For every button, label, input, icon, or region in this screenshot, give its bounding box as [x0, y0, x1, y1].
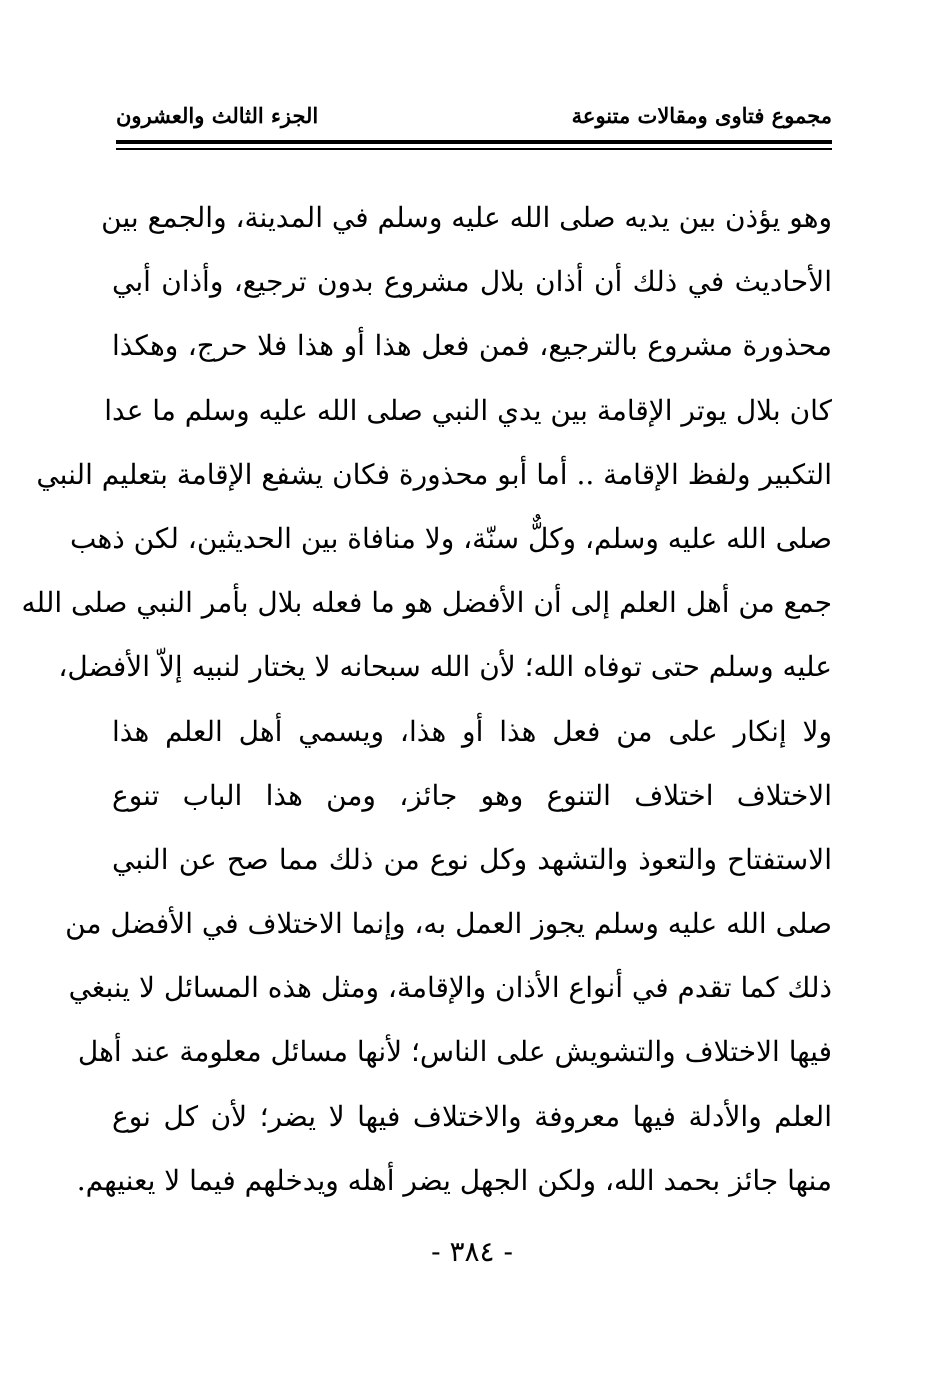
- text-line: وهو يؤذن بين يديه صلى الله عليه وسلم في المدينة، والجمع بين: [101, 201, 832, 234]
- header-book-title: مجموع فتاوى ومقالات متنوعة: [571, 103, 832, 128]
- body-text: [21, 186, 832, 1213]
- text-line: الاختلاف اختلاف التنوع وهو جائز، ومن هذا الباب تنوع: [112, 778, 832, 812]
- text-line: منها جائز بحمد الله، ولكن الجهل يضر أهله ويدخلهم فيما لا يعنيهم.: [76, 1163, 832, 1197]
- text-line: عليه وسلم حتى توفاه الله؛ لأن الله سبحانه لا يختار لنبيه إلاّ الأفضل،: [58, 650, 832, 684]
- header-rule-thin: [116, 148, 832, 150]
- running-header: [116, 98, 832, 134]
- text-line: فيها الاختلاف والتشويش على الناس؛ لأنها مسائل معلومة عند أهل: [77, 1035, 832, 1069]
- text-line: صلى الله عليه وسلم، وكلٌّ سنّة، ولا منافاة بين الحديثين، لكن ذهب: [69, 521, 832, 555]
- header-rule-thick: [116, 140, 832, 144]
- header-volume: الجزء الثالث والعشرون: [116, 103, 319, 128]
- text-line: ذلك كما تقدم في أنواع الأذان والإقامة، ومثل هذه المسائل لا ينبغي: [68, 971, 832, 1005]
- text-line: العلم والأدلة فيها معروفة والاختلاف فيها لا يضر؛ لأن كل نوع: [112, 1099, 832, 1133]
- text-line: التكبير ولفظ الإقامة .. أما أبو محذورة فكان يشفع الإقامة بتعليم النبي: [36, 457, 832, 491]
- text-line: الاستفتاح والتعوذ والتشهد وكل نوع من ذلك مما صح عن النبي: [112, 842, 832, 876]
- text-line: محذورة مشروع بالترجيع، فمن فعل هذا أو هذا فلا حرج، وهكذا: [112, 329, 832, 363]
- text-line: صلى الله عليه وسلم يجوز العمل به، وإنما الاختلاف في الأفضل من: [65, 907, 832, 941]
- text-line: جمع من أهل العلم إلى أن الأفضل هو ما فعله بلال بأمر النبي صلى الله: [21, 586, 832, 620]
- text-line: كان بلال يوتر الإقامة بين يدي النبي صلى الله عليه وسلم ما عدا: [104, 393, 832, 427]
- text-line: ولا إنكار على من فعل هذا أو هذا، ويسمي أهل العلم هذا: [112, 714, 832, 748]
- text-line: الأحاديث في ذلك أن أذان بلال مشروع بدون ترجيع، وأذان أبي: [112, 265, 832, 299]
- page-number: - ٣٨٤ -: [431, 1235, 513, 1268]
